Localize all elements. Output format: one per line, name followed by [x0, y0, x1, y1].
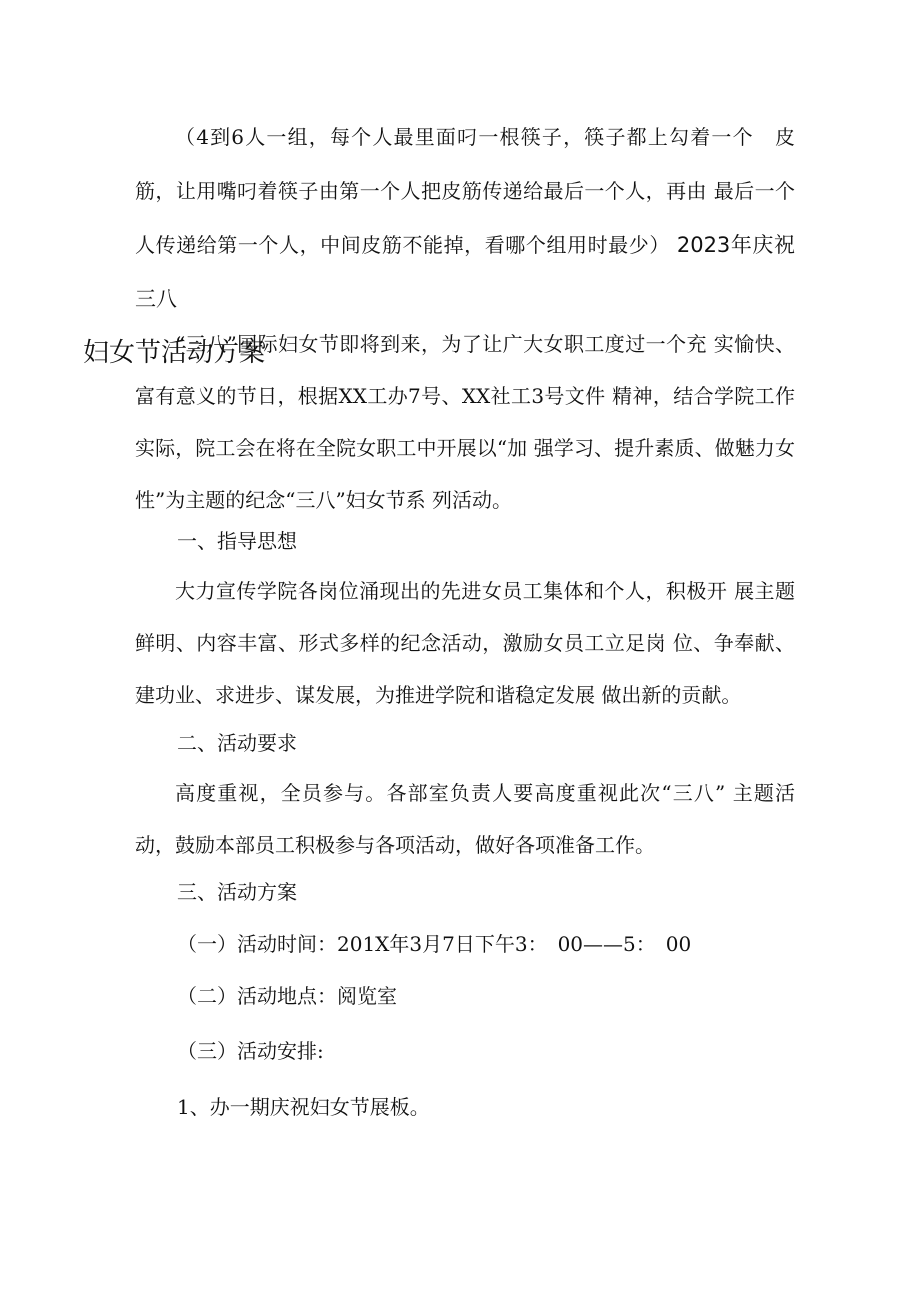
intro-body-paragraph: “三八”国际妇女节即将到来，为了让广大女职工度过一个充 实愉快、富有意义的节日，根据XX工办7号、XX社工3号文件 精神，结合学院工作实际，院工会在将在全院女职工中开展以“加 强学习、提升素质、做魅力女性”为主题的纪念“三八”妇女节系 列活动。 — [135, 332, 795, 512]
intro-text: （4到6人一组，每个人最里面叼一根筷子，筷子都上勾着一个 皮筋，让用嘴叼着筷子由第一个人把皮筋传递给最后一个人，再由 最后一个人传递给第一个人，中间皮筋不能掉，看哪个组用时最少） — [135, 125, 795, 257]
document-title-part2: 妇女节活动方案 — [83, 338, 266, 368]
plan-item-time: （一）活动时间：201X年3月7日下午3： 00——5： 00 — [177, 932, 692, 956]
plan-item-location: （二）活动地点：阅览室 — [177, 984, 397, 1008]
document-title-part1: 2023年庆祝三八 — [135, 233, 796, 311]
section-heading-plan: 三、活动方案 — [177, 880, 297, 904]
section-heading-requirements: 二、活动要求 — [177, 731, 297, 755]
guiding-thought-paragraph: 大力宣传学院各岗位涌现出的先进女员工集体和个人，积极开 展主题鲜明、内容丰富、形式多样的纪念活动，激励女员工立足岗 位、争奉献、建功业、求进步、谋发展，为推进学院和谐稳定发展 做出新的贡献。 — [135, 579, 795, 707]
plan-item-exhibition: 1、办一期庆祝妇女节展板。 — [177, 1095, 430, 1119]
requirements-paragraph: 高度重视，全员参与。各部室负责人要高度重视此次“三八” 主题活动，鼓励本部员工积极参与各项活动，做好各项准备工作。 — [135, 781, 795, 857]
plan-item-schedule: （三）活动安排: — [177, 1039, 324, 1063]
section-heading-guiding-thought: 一、指导思想 — [177, 529, 297, 553]
